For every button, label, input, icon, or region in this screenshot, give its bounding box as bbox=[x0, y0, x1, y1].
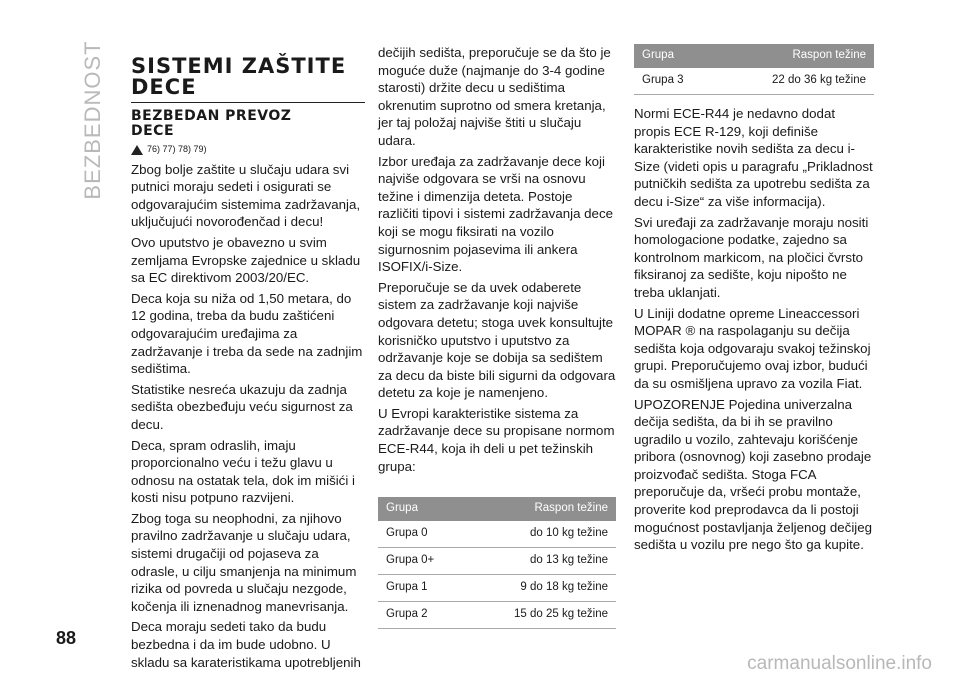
cell-group: Grupa 0 bbox=[378, 521, 466, 548]
column-header-range: Raspon težine bbox=[716, 44, 874, 68]
paragraph: Deca, spram odraslih, imaju proporcionalno veću i težu glavu u odnosu na ostatak tela, dok im mišići i kosti nisu potpuno razvijeni. bbox=[131, 437, 355, 506]
text-column-1 bbox=[131, 56, 365, 674]
cell-group: Grupa 0+ bbox=[378, 548, 466, 575]
cell-range: 15 do 25 kg težine bbox=[466, 602, 616, 629]
watermark: carmanualsonline.info bbox=[747, 653, 932, 674]
section-title-line2: DECE bbox=[131, 75, 197, 99]
subsection-title bbox=[131, 109, 365, 139]
text-column-3 bbox=[634, 44, 874, 557]
weight-group-table-continued bbox=[634, 44, 874, 95]
cell-range: do 13 kg težine bbox=[466, 548, 616, 575]
table-row bbox=[378, 521, 616, 548]
paragraph: Svi uređaji za zadržavanje moraju nositi homologacione podatke, zajedno sa kontrolnom markicom, na pločici čvrsto fiksiranoj za sedište, koju nipošto ne treba uklanjati. bbox=[634, 214, 869, 300]
column-header-range: Raspon težine bbox=[466, 497, 616, 521]
paragraph: Preporučuje se da uvek odaberete sistem za zadržavanje koji najviše odgovara detetu; stoga uvek konsultujte korisničko uputstvo i uputstvo za održavanje koje se dobija sa sedištem za decu da biste bili sigurni da odgovara detetu za koje je namenjeno. bbox=[378, 279, 616, 401]
section-title-line1: SISTEMI ZAŠTITE bbox=[131, 54, 347, 78]
warning-triangle-icon bbox=[131, 145, 143, 155]
warning-references bbox=[131, 141, 365, 159]
table-row bbox=[378, 575, 616, 602]
paragraph: Normi ECE-R44 je nedavno dodat propis ECE R-129, koji definiše karakteristike novih sedišta za decu i-Size (videti opis u paragrafu „Prikladnost putničkih sedišta za upotrebu sedišta za decu i-Size“ za više informacija). bbox=[634, 106, 873, 209]
cell-group: Grupa 3 bbox=[634, 68, 716, 95]
cell-group: Grupa 2 bbox=[378, 602, 466, 629]
subsection-title-line1: BEZBEDAN PREVOZ bbox=[131, 108, 292, 124]
paragraph: Zbog toga su neophodni, za njihovo pravilno zadržavanje u slučaju udara, sistemi drugačiji od pojaseva za odrasle, u cilju smanjenja na minimum rizika od povreda u slučaju nezgode, kočenja ili iznenadnog manevrisanja. bbox=[131, 510, 357, 614]
section-side-tab bbox=[78, 40, 108, 200]
cell-group: Grupa 1 bbox=[378, 575, 466, 602]
column-header-group: Grupa bbox=[378, 497, 466, 521]
cell-range: 22 do 36 kg težine bbox=[716, 68, 874, 95]
text-column-2 bbox=[378, 44, 616, 629]
paragraph: Zbog bolje zaštite u slučaju udara svi putnici moraju sedeti i osigurati se odgovarajućim sistemima zadržavanja, uključujući novorođenčad i decu! bbox=[131, 161, 361, 230]
paragraph: U Evropi karakteristike sistema za zadržavanje dece su propisane normom ECE-R44, koja ih deli u pet težinskih grupa: bbox=[378, 405, 615, 474]
table-row bbox=[378, 602, 616, 629]
section-title bbox=[131, 56, 365, 98]
cell-range: 9 do 18 kg težine bbox=[466, 575, 616, 602]
side-tab-label: BEZBEDNOST bbox=[80, 40, 105, 200]
paragraph: dečijih sedišta, preporučuje se da što je moguće duže (najmanje do 3-4 godine starosti) držite decu u sedištima okrenutim suprotno od smera kretanja, jer taj položaj najviše štiti u slučaju udara. bbox=[378, 45, 611, 148]
reference-numbers: 76) 77) 78) 79) bbox=[147, 144, 207, 154]
paragraph: U Liniji dodatne opreme Lineaccessori MOPAR ® na raspolaganju su dečija sedišta koja odgovaraju svakoj težinskoj grupi. Preporučujemo ovaj izbor, budući da su osmišljena upravo za vozila Fiat. bbox=[634, 305, 871, 391]
title-rule bbox=[131, 102, 365, 103]
paragraph: Ovo uputstvo je obavezno u svim zemljama Evropske zajednice u skladu sa EC direktivom 2003/20/EC. bbox=[131, 234, 361, 286]
page-number: 88 bbox=[56, 628, 77, 648]
table-header-row bbox=[634, 44, 874, 68]
cell-range: do 10 kg težine bbox=[466, 521, 616, 548]
table-row bbox=[378, 548, 616, 575]
paragraph: Izbor uređaja za zadržavanje dece koji najviše odgovara se vrši na osnovu težine i dimenzija deteta. Postoje različiti tipovi i sistemi zadržavanja dece koji se mogu fiksirati na vozilo sigurnosnim pojasevima ili ankera ISOFIX/i-Size. bbox=[378, 153, 614, 275]
paragraph: Deca moraju sedeti tako da budu bezbedna i da im bude udobno. U skladu sa karateristikama upotrebljenih bbox=[131, 619, 361, 670]
paragraph: Statistike nesreća ukazuju da zadnja sedišta obezbeđuju veću sigurnost za decu. bbox=[131, 381, 353, 432]
subsection-title-line2: DECE bbox=[131, 123, 175, 139]
table-header-row bbox=[378, 497, 616, 521]
column-header-group: Grupa bbox=[634, 44, 716, 68]
table-row bbox=[634, 68, 874, 95]
weight-group-table bbox=[378, 497, 616, 629]
paragraph: UPOZORENJE Pojedina univerzalna dečija sedišta, da bi ih se pravilno ugradilo u vozilo, zahtevaju korišćenje pribora (osnovnog) koji zasebno prodaje proizvođač sedišta. Stoga FCA preporučuje da, vršeći probu montaže, proverite kod preprodavca da li postoji mogućnost postavljanja željenog dečijeg sedišta u vozilu pre nego što ga kupite. bbox=[634, 396, 873, 553]
paragraph: Deca koja su niža od 1,50 metara, do 12 godina, treba da budu zaštićeni odgovarajućim uređajima za zadržavanje i treba da sede na zadnjim sedištima. bbox=[131, 290, 363, 377]
